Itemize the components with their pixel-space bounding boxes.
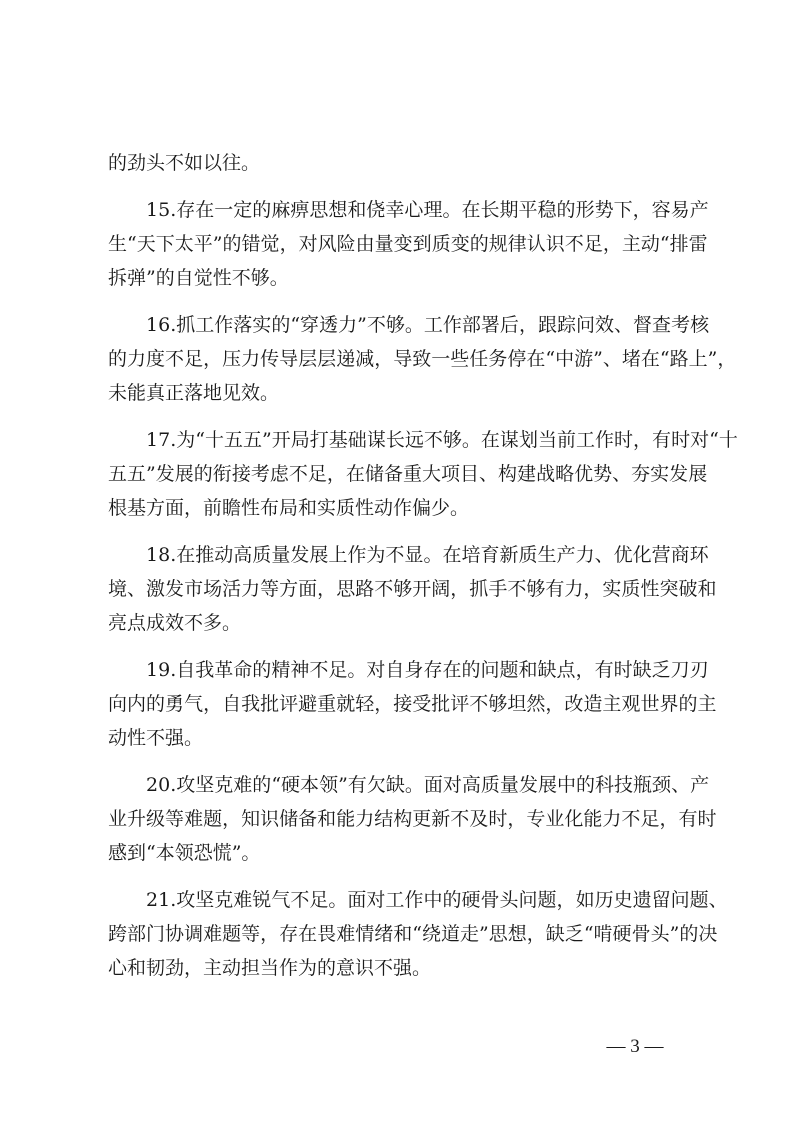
paragraph <box>108 768 717 870</box>
text-line: 境 、 激 发 市 场 活 力 等 方 面 ， 思 路 不 够 开 阔 ， 抓 手 不 够 有 力 ， 实 质 性 突 破 和 <box>108 578 717 600</box>
text-line: 的劲头不如以往。 <box>108 152 261 174</box>
text-line: 1 9 . 自 我 革 命 的 精 神 不 足 。 对 自 身 存 在 的 问 题 和 缺 点 ， 有 时 缺 乏 刀 刃 <box>146 659 709 681</box>
paragraph <box>108 193 709 295</box>
paragraph <box>108 146 668 180</box>
text-line: 1 8 . 在 推 动 高 质 量 发 展 上 作 为 不 显 。 在 培 育 新 质 生 产 力 、 优 化 营 商 环 <box>146 544 709 566</box>
text-line: 感到“本领恐慌”。 <box>108 842 261 864</box>
text-line: 跨 部 门 协 调 难 题 等 ， 存 在 畏 难 情 绪 和 “ 绕 道 走 ” 思 想 ， 缺 乏 “ 啃 硬 骨 头 ” 的 决 <box>108 923 718 945</box>
text-line: 拆弹”的自觉性不够。 <box>108 267 289 289</box>
text-line: 的 力 度 不 足 ， 压 力 传 导 层 层 递 减 ， 导 致 一 些 任 务 停 在 “ 中 游 ” 、 堵 在 “ 路 上 ” ， <box>108 348 737 370</box>
paragraph <box>108 308 737 410</box>
text-line: 1 7 . 为 “ 十 五 五 ” 开 局 打 基 础 谋 长 远 不 够 。 在 谋 划 当 前 工 作 时 ， 有 时 对 “ 十 <box>146 429 738 451</box>
text-line: 向 内 的 勇 气 ， 自 我 批 评 避 重 就 轻 ， 接 受 批 评 不 够 坦 然 ， 改 造 主 观 世 界 的 主 <box>108 693 717 715</box>
text-line: 动性不强。 <box>108 727 204 749</box>
text-line: 2 1 . 攻 坚 克 难 锐 气 不 足 。 面 对 工 作 中 的 硬 骨 头 问 题 ， 如 历 史 遗 留 问 题 、 <box>146 889 728 911</box>
text-line: 未能真正落地见效。 <box>108 382 280 404</box>
text-line: 心和韧劲，主动担当作为的意识不强。 <box>108 957 432 979</box>
page-number: — 3 — <box>606 1036 664 1057</box>
text-line: 五 五 ” 发 展 的 衔 接 考 虑 不 足 ， 在 储 备 重 大 项 目 、 构 建 战 略 优 势 、 夯 实 发 展 <box>108 463 708 485</box>
paragraph <box>108 538 717 640</box>
text-line: 亮点成效不多。 <box>108 612 242 634</box>
paragraph <box>108 883 728 985</box>
text-line: 生 “ 天 下 太 平 ” 的 错 觉 ， 对 风 险 由 量 变 到 质 变 的 规 律 认 识 不 足 ， 主 动 “ 排 雷 <box>108 233 708 255</box>
text-line: 1 6 . 抓 工 作 落 实 的 “ 穿 透 力 ” 不 够 。 工 作 部 署 后 ， 跟 踪 问 效 、 督 查 考 核 <box>146 314 710 336</box>
paragraph <box>108 423 738 525</box>
text-line: 2 0 . 攻 坚 克 难 的 “ 硬 本 领 ” 有 欠 缺 。 面 对 高 质 量 发 展 中 的 科 技 瓶 颈 、 产 <box>146 774 710 796</box>
text-line: 1 5 . 存 在 一 定 的 麻 痹 思 想 和 侥 幸 心 理 。 在 长 期 平 稳 的 形 势 下 ， 容 易 产 <box>146 199 709 221</box>
document-body <box>108 146 738 998</box>
text-line: 业 升 级 等 难 题 ， 知 识 储 备 和 能 力 结 构 更 新 不 及 时 ， 专 业 化 能 力 不 足 ， 有 时 <box>108 808 717 830</box>
paragraph <box>108 653 717 755</box>
text-line: 根基方面，前瞻性布局和实质性动作偏少。 <box>108 497 470 519</box>
